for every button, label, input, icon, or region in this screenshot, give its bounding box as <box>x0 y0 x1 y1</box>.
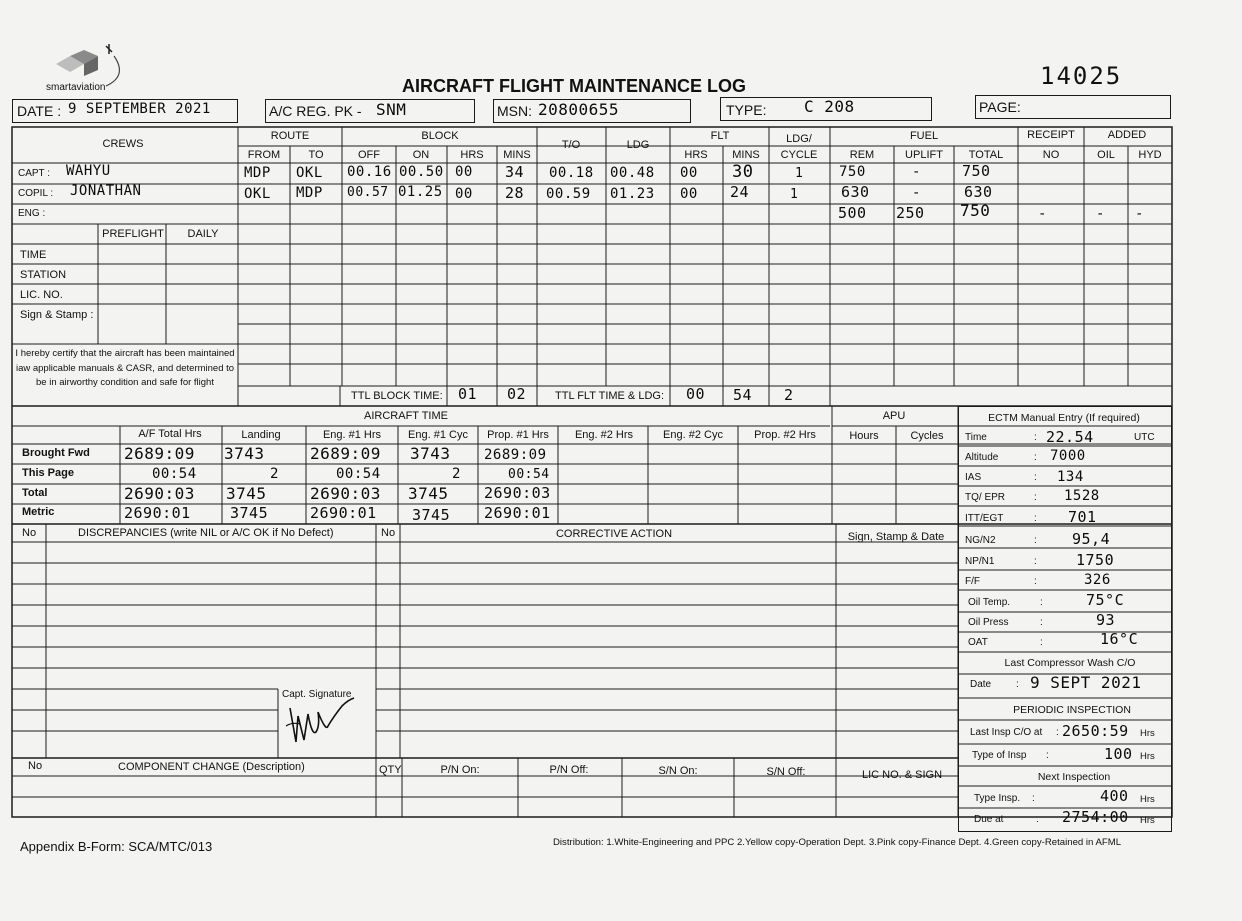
ectm-oiltemp-label: Oil Temp. <box>968 597 1011 608</box>
receipt-header: RECEIPT <box>1027 129 1075 141</box>
discrepancies-header: DISCREPANCIES (write NIL or A/C OK if No Defect) <box>78 527 334 539</box>
ectm-tq-colon: : <box>1034 492 1037 503</box>
due-at-value: 2754:00 <box>1062 808 1129 826</box>
ectm-tq-label: TQ/ EPR <box>965 492 1006 503</box>
tp-landing: 2 <box>270 466 279 482</box>
row2-fuel-uplift: - <box>912 185 921 201</box>
block-header: BLOCK <box>421 130 459 142</box>
col-af-total: A/F Total Hrs <box>138 428 202 440</box>
ectm-ff-value: 326 <box>1084 572 1111 588</box>
ectm-np-label: NP/N1 <box>965 556 995 567</box>
ectm-time-label: Time <box>965 432 987 443</box>
row1-landing: 00.48 <box>610 165 655 181</box>
compressor-wash-label: Last Compressor Wash C/O <box>1004 657 1136 669</box>
ectm-ff-colon: : <box>1034 576 1037 587</box>
ectm-ng-label: NG/N2 <box>965 535 996 546</box>
ectm-itt-label: ITT/EGT <box>965 513 1004 524</box>
flt-header: FLT <box>710 130 730 142</box>
row1-to: OKL <box>296 165 323 181</box>
type-insp-label: Type of Insp <box>972 750 1027 761</box>
due-at-colon: : <box>1036 814 1039 825</box>
total-label: Total <box>22 487 48 499</box>
lic-label: LIC. NO. <box>20 289 63 301</box>
row2-to: MDP <box>296 185 323 201</box>
distribution-note: Distribution: 1.White-Engineering and PPC 2.Yellow copy-Operation Dept. 3.Pink copy-Finance Dept. 4.Green copy-Retained in AFML <box>553 837 1122 848</box>
ectm-ng-colon: : <box>1034 535 1037 546</box>
apu-header: APU <box>882 410 906 422</box>
col-eng2-hrs: Eng. #2 Hrs <box>574 429 634 441</box>
appendix-label: Appendix B-Form: SCA/MTC/013 <box>20 839 213 854</box>
col-landing: Landing <box>241 429 281 441</box>
added-hyd-header: HYD <box>1138 149 1162 161</box>
takeoff-header: T/O <box>561 139 581 151</box>
next-type-unit: Hrs <box>1140 794 1155 805</box>
certify-statement: I hereby certify that the aircraft has been maintained iaw applicable manuals & CASR, and determined to be in airworthy condition and safe for flight <box>15 348 235 388</box>
row2-off: 00.57 <box>347 185 389 200</box>
next-type-colon: : <box>1032 793 1035 804</box>
sn-on-header: S/N On: <box>658 765 698 777</box>
row2-hrs: 00 <box>455 186 473 202</box>
landing-header: LDG <box>626 139 650 151</box>
aircraft-time-title: AIRCRAFT TIME <box>364 410 448 422</box>
row2-flt-hrs: 00 <box>680 186 698 202</box>
row1-fuel-total: 750 <box>962 162 991 180</box>
row1-flt-hrs: 00 <box>680 165 698 181</box>
met-landing: 3745 <box>230 504 269 522</box>
ttl-block-label: TTL BLOCK TIME: <box>351 390 443 402</box>
row3-fuel-rem: 500 <box>838 204 867 222</box>
type-insp-unit: Hrs <box>1140 751 1155 762</box>
route-header: ROUTE <box>270 130 310 142</box>
corrective-action-header: CORRECTIVE ACTION <box>555 528 673 540</box>
block-mins-header: MINS <box>503 149 531 161</box>
tot-landing: 3745 <box>226 484 267 503</box>
ttl-ldg: 2 <box>784 386 794 404</box>
type-insp-colon: : <box>1046 750 1049 761</box>
col-eng2-cyc: Eng. #2 Cyc <box>663 429 723 441</box>
next-type-label: Type Insp. <box>974 793 1021 804</box>
ectm-oilpress-value: 93 <box>1096 611 1116 629</box>
row3-receipt: - <box>1038 206 1047 222</box>
row2-flt-mins: 24 <box>730 183 750 201</box>
col-prop2-hrs: Prop. #2 Hrs <box>754 429 816 441</box>
row2-takeoff: 00.59 <box>546 186 591 202</box>
tp-eng1: 00:54 <box>336 466 381 482</box>
row1-fuel-rem: 750 <box>839 164 866 180</box>
row1-mins: 34 <box>505 163 525 181</box>
tp-prop1: 00:54 <box>508 467 550 482</box>
sign-stamp-date-header: Sign, Stamp & Date <box>847 531 945 543</box>
tot-eng1cyc: 3745 <box>408 484 449 503</box>
ectm-oilpress-label: Oil Press <box>968 617 1009 628</box>
bf-af: 2689:09 <box>124 444 195 463</box>
col-eng1-hrs: Eng. #1 Hrs <box>322 429 382 441</box>
type-insp-value: 100 <box>1104 745 1133 763</box>
col-eng1-cyc: Eng. #1 Cyc <box>408 429 468 441</box>
ectm-np-value: 1750 <box>1076 551 1115 569</box>
added-oil-header: OIL <box>1097 149 1115 161</box>
row3-fuel-total: 750 <box>960 201 991 220</box>
row3-hyd: - <box>1135 206 1144 222</box>
bf-prop1: 2689:09 <box>484 447 547 463</box>
lic-sign-header: LIC NO. & SIGN <box>861 769 943 781</box>
block-on-header: ON <box>412 149 430 161</box>
type-value: C 208 <box>804 97 855 116</box>
capt-signature-label: Capt. Signature <box>282 689 352 700</box>
flt-hrs-header: HRS <box>684 149 708 161</box>
component-change-header: COMPONENT CHANGE (Description) <box>118 761 305 773</box>
page-label: PAGE: <box>979 99 1021 115</box>
col-prop1-hrs: Prop. #1 Hrs <box>487 429 549 441</box>
ectm-ias-colon: : <box>1034 472 1037 483</box>
brand-name: smartaviation <box>46 82 106 93</box>
time-label: TIME <box>20 249 47 261</box>
row2-fuel-total: 630 <box>964 183 993 201</box>
copil-name: JONATHAN <box>70 183 142 199</box>
disc-no-header: No <box>22 527 37 539</box>
row2-landing: 01.23 <box>610 186 655 202</box>
receipt-no-header: NO <box>1042 149 1060 161</box>
block-off-header: OFF <box>358 149 380 161</box>
pn-on-header: P/N On: <box>440 764 480 776</box>
ectm-oilpress-colon: : <box>1040 617 1043 628</box>
ectm-frame <box>958 406 1172 832</box>
copil-label: COPIL : <box>18 188 54 199</box>
row2-mins: 28 <box>505 184 525 202</box>
bf-eng1: 2689:09 <box>310 444 381 463</box>
ectm-altitude-colon: : <box>1034 452 1037 463</box>
met-eng1cyc: 3745 <box>412 506 451 524</box>
added-header: ADDED <box>1107 129 1147 141</box>
type-label: TYPE: <box>726 102 767 118</box>
bf-eng1cyc: 3743 <box>410 444 451 463</box>
sn-off-header: S/N Off: <box>766 766 806 778</box>
met-eng1: 2690:01 <box>310 504 377 522</box>
apu-hours-header: Hours <box>849 430 879 442</box>
row1-cycle: 1 <box>795 166 804 181</box>
ectm-altitude-label: Altitude <box>965 452 999 463</box>
reg-value: SNM <box>376 100 407 119</box>
comp-no-header: No <box>28 760 43 772</box>
capt-label: CAPT : <box>18 168 51 179</box>
ectm-ias-label: IAS <box>965 472 982 483</box>
ttl-flt-hrs: 00 <box>686 385 706 403</box>
sign-stamp-label: Sign & Stamp : <box>20 309 94 321</box>
ectm-tq-value: 1528 <box>1064 488 1100 504</box>
last-insp-value: 2650:59 <box>1062 722 1129 740</box>
tot-eng1: 2690:03 <box>310 484 381 503</box>
periodic-inspection-label: PERIODIC INSPECTION <box>1013 704 1131 716</box>
ttl-block-hrs: 01 <box>458 385 478 403</box>
next-inspection-label: Next Inspection <box>1037 771 1111 783</box>
fuel-rem-header: REM <box>849 149 875 161</box>
compressor-date-value: 9 SEPT 2021 <box>1030 673 1142 692</box>
route-from-header: FROM <box>247 149 281 161</box>
ectm-ias-value: 134 <box>1057 469 1084 485</box>
date-label: DATE : <box>17 103 62 119</box>
ectm-itt-value: 701 <box>1068 508 1097 526</box>
row1-flt-mins: 30 <box>732 162 754 182</box>
route-to-header: TO <box>308 149 324 161</box>
apu-cycles-header: Cycles <box>910 430 944 442</box>
ectm-ff-label: F/F <box>965 576 980 587</box>
this-page-label: This Page <box>22 467 74 479</box>
msn-label: MSN: <box>497 103 532 119</box>
ectm-itt-colon: : <box>1034 513 1037 524</box>
ectm-time-colon: : <box>1034 432 1037 443</box>
ldg-cycle-header: LDG/ CYCLE <box>780 133 818 161</box>
crews-header: CREWS <box>102 138 144 150</box>
last-insp-colon: : <box>1056 727 1059 738</box>
bf-landing: 3743 <box>224 444 265 463</box>
row1-takeoff: 00.18 <box>549 165 594 181</box>
station-label: STATION <box>20 269 67 281</box>
ectm-title: ECTM Manual Entry (If required) <box>988 412 1140 424</box>
tot-prop1: 2690:03 <box>484 484 551 502</box>
qty-header: QTY <box>379 764 402 776</box>
row2-on: 01.25 <box>398 184 443 200</box>
ectm-ng-value: 95,4 <box>1072 530 1111 548</box>
ectm-altitude-value: 7000 <box>1050 448 1086 464</box>
preflight-header: PREFLIGHT <box>102 228 164 240</box>
ttl-flt-mins: 54 <box>733 386 753 404</box>
fuel-total-header: TOTAL <box>968 149 1004 161</box>
serial-number: 14025 <box>1040 62 1123 90</box>
ectm-oiltemp-value: 75°C <box>1086 591 1125 609</box>
tot-af: 2690:03 <box>124 484 195 503</box>
ectm-oat-label: OAT <box>968 637 988 648</box>
row1-hrs: 00 <box>455 164 473 180</box>
eng-label: ENG : <box>18 208 46 219</box>
reg-label: A/C REG. PK - <box>269 103 362 119</box>
ectm-time-value: 22.54 <box>1046 428 1094 446</box>
row3-fuel-uplift: 250 <box>896 204 925 222</box>
row2-cycle: 1 <box>790 187 799 202</box>
met-af: 2690:01 <box>124 504 191 522</box>
fuel-header: FUEL <box>909 130 939 142</box>
pn-off-header: P/N Off: <box>549 764 589 776</box>
row1-from: MDP <box>244 165 271 181</box>
due-at-unit: Hrs <box>1140 815 1155 826</box>
next-type-value: 400 <box>1100 787 1129 805</box>
ttl-flt-label: TTL FLT TIME & LDG: <box>555 390 665 402</box>
flt-mins-header: MINS <box>732 149 760 161</box>
last-insp-label: Last Insp C/O at <box>970 727 1043 738</box>
daily-header: DAILY <box>187 228 219 240</box>
ectm-oat-value: 16°C <box>1100 630 1139 648</box>
row1-fuel-uplift: - <box>912 164 921 180</box>
row2-from: OKL <box>244 186 271 202</box>
fuel-uplift-header: UPLIFT <box>905 149 943 161</box>
tp-af: 00:54 <box>152 466 197 482</box>
ectm-oiltemp-colon: : <box>1040 597 1043 608</box>
block-hrs-header: HRS <box>460 149 484 161</box>
due-at-label: Due at <box>974 814 1004 825</box>
last-insp-unit: Hrs <box>1140 728 1155 739</box>
row2-fuel-rem: 630 <box>841 183 870 201</box>
capt-name: WAHYU <box>66 163 111 179</box>
tp-eng1cyc: 2 <box>452 466 461 482</box>
compressor-date-colon: : <box>1016 679 1019 690</box>
metric-label: Metric <box>22 506 55 518</box>
msn-value: 20800655 <box>538 100 620 119</box>
date-value: 9 SEPTEMBER 2021 <box>68 101 211 117</box>
row3-oil: - <box>1096 206 1105 222</box>
brought-fwd-label: Brought Fwd <box>22 447 90 459</box>
ttl-block-mins: 02 <box>507 385 527 403</box>
ectm-time-unit: UTC <box>1134 432 1155 443</box>
row1-on: 00.50 <box>399 164 444 180</box>
ectm-oat-colon: : <box>1040 637 1043 648</box>
ectm-np-colon: : <box>1034 556 1037 567</box>
row1-off: 00.16 <box>347 164 392 180</box>
corr-no-header: No <box>381 527 396 539</box>
page-title: AIRCRAFT FLIGHT MAINTENANCE LOG <box>402 76 746 96</box>
compressor-date-label: Date <box>970 679 992 690</box>
captain-signature <box>282 696 362 756</box>
met-prop1: 2690:01 <box>484 504 551 522</box>
